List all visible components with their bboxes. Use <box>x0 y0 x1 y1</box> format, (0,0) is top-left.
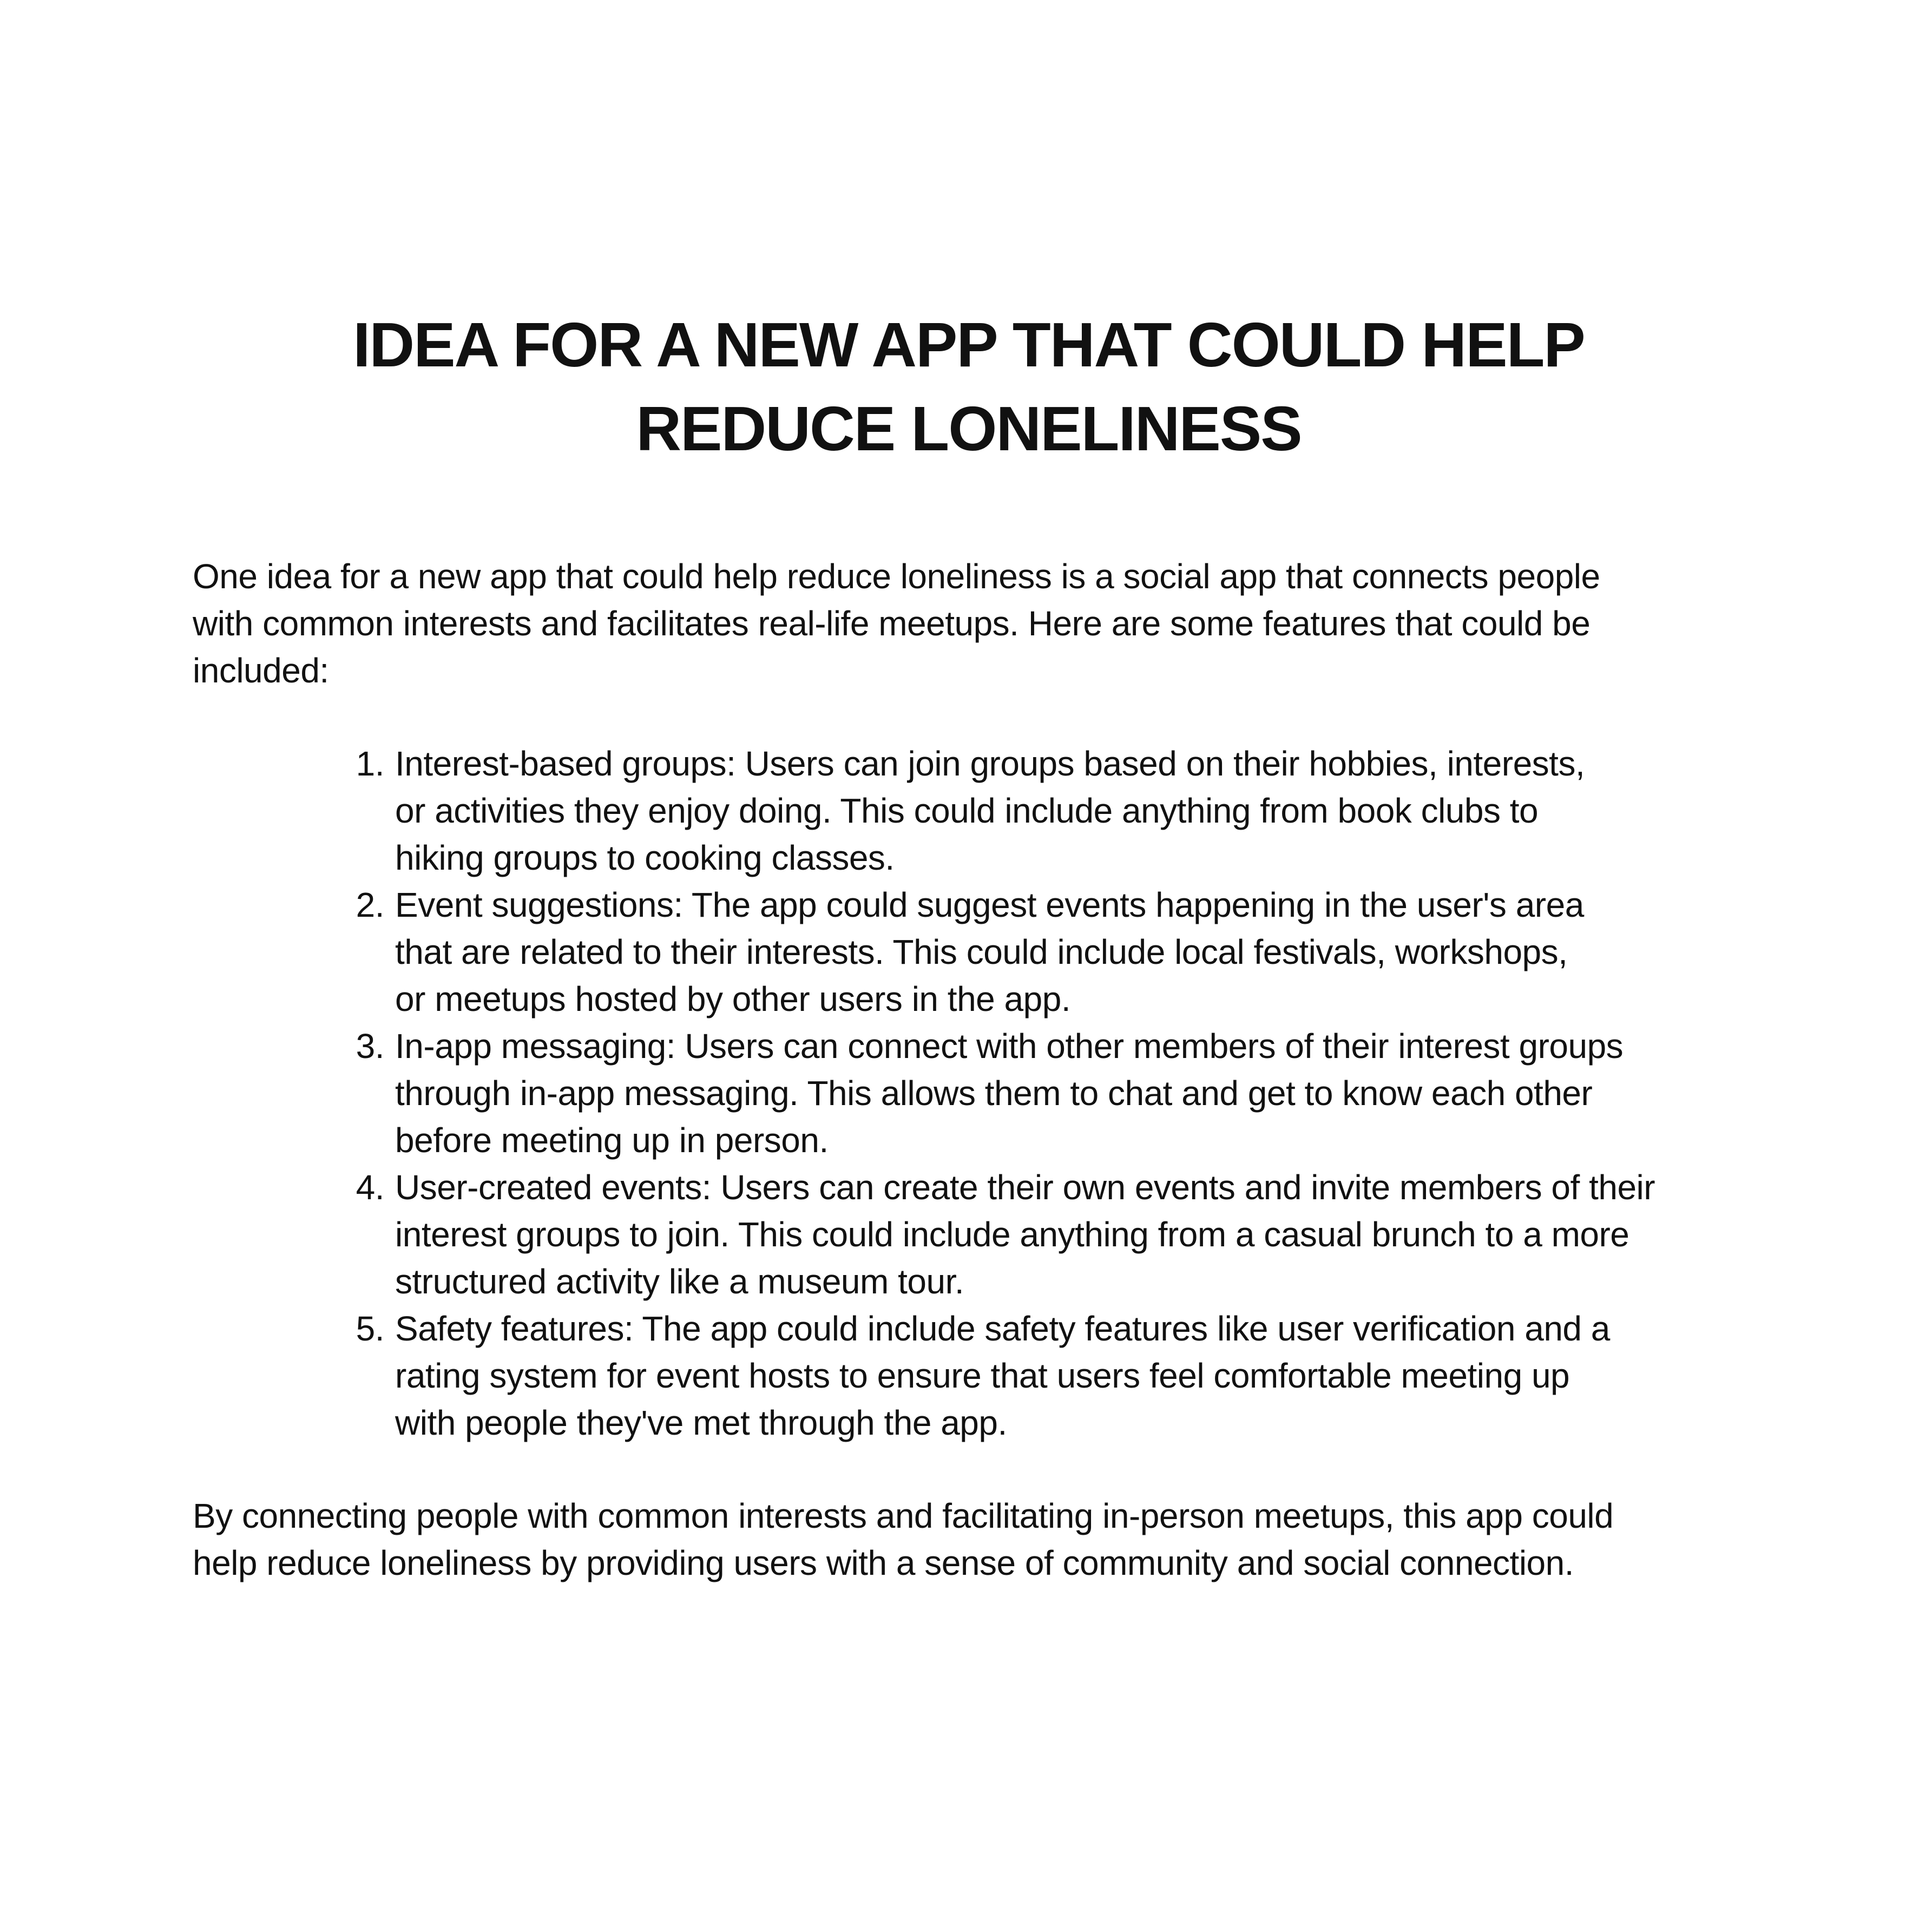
feature-item <box>341 740 1780 882</box>
feature-line: rating system for event hosts to ensure that users feel comfortable meeting up <box>395 1356 1570 1395</box>
feature-line: or activities they enjoy doing. This could include anything from book clubs to <box>395 791 1539 830</box>
document-title <box>216 303 1721 471</box>
feature-item <box>341 1023 1780 1164</box>
feature-line: Interest-based groups: Users can join groups based on their hobbies, interests, <box>395 744 1585 783</box>
intro-line: with common interests and facilitates real-life meetups. Here are some features that could be <box>193 604 1591 643</box>
intro-line: included: <box>193 651 329 690</box>
title-line: IDEA FOR A NEW APP THAT COULD HELP <box>353 310 1585 380</box>
feature-line: User-created events: Users can create their own events and invite members of their <box>395 1168 1655 1207</box>
feature-item <box>341 1164 1780 1305</box>
feature-number: 3. <box>356 1027 384 1066</box>
feature-number: 2. <box>356 885 384 924</box>
feature-item <box>341 882 1780 1023</box>
feature-line: In-app messaging: Users can connect with other members of their interest groups <box>395 1027 1624 1066</box>
feature-list <box>341 740 1780 1447</box>
feature-number: 1. <box>356 744 384 783</box>
conclusion-line: help reduce loneliness by providing users with a sense of community and social connection. <box>193 1543 1574 1582</box>
feature-line: with people they've met through the app. <box>395 1403 1007 1442</box>
feature-line: interest groups to join. This could include anything from a casual brunch to a more <box>395 1215 1629 1254</box>
feature-number: 5. <box>356 1309 384 1348</box>
feature-number: 4. <box>356 1168 384 1207</box>
feature-line: or meetups hosted by other users in the app. <box>395 980 1071 1018</box>
conclusion-paragraph <box>193 1493 1789 1587</box>
feature-line: hiking groups to cooking classes. <box>395 838 895 877</box>
feature-line: through in-app messaging. This allows them to chat and get to know each other <box>395 1074 1593 1113</box>
feature-line: that are related to their interests. This could include local festivals, workshops, <box>395 932 1568 971</box>
feature-line: before meeting up in person. <box>395 1121 829 1160</box>
feature-line: structured activity like a museum tour. <box>395 1262 964 1301</box>
intro-paragraph <box>193 553 1762 694</box>
intro-line: One idea for a new app that could help reduce loneliness is a social app that connects people <box>193 557 1600 596</box>
feature-item <box>341 1305 1780 1447</box>
feature-line: Safety features: The app could include safety features like user verification and a <box>395 1309 1610 1348</box>
title-line: REDUCE LONELINESS <box>636 393 1302 464</box>
feature-line: Event suggestions: The app could suggest events happening in the user's area <box>395 885 1584 924</box>
conclusion-line: By connecting people with common interests and facilitating in-person meetups, this app could <box>193 1496 1614 1535</box>
